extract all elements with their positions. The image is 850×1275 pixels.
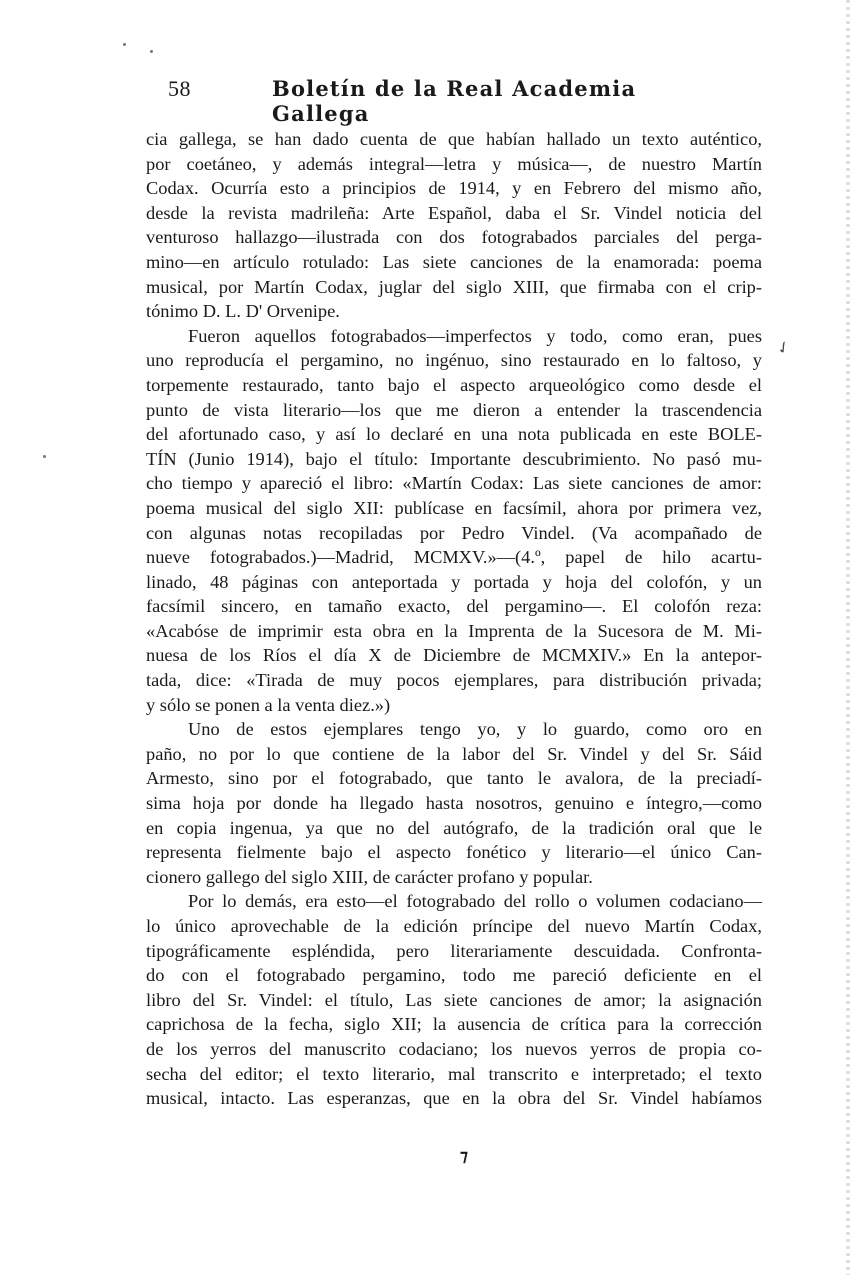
footer-printer-mark: ⁊ xyxy=(460,1148,468,1165)
text-line: torpemente restaurado, tanto bajo el aspecto arqueológico como desde el xyxy=(146,374,762,395)
paragraph xyxy=(146,717,762,889)
page-number: 58 xyxy=(168,76,191,101)
text-line: sima hoja por donde ha llegado hasta nosotros, genuino e íntegro,—como xyxy=(146,793,762,814)
text-line: de los yerros del manuscrito codaciano; los nuevos yerros de propia co- xyxy=(146,1038,762,1059)
text-line: en copia ingenua, ya que no del autógrafo, de la tradición oral que le xyxy=(146,817,762,838)
text-line: cho tiempo y apareció el libro: «Martín Codax: Las siete canciones de amor: xyxy=(146,473,762,494)
text-line: lo único aprovechable de la edición príncipe del nuevo Martín Codax, xyxy=(146,916,762,936)
paragraph xyxy=(146,889,762,1110)
text-line: facsímil sincero, en tamaño exacto, del pergamino—. El colofón reza: xyxy=(146,596,762,617)
text-line: nuesa de los Ríos el día X de Diciembre de MCMXIV.» En la antepor- xyxy=(146,645,762,666)
page-header xyxy=(168,76,638,126)
text-line: Fueron aquellos fotograbados—imperfectos y todo, como eran, pues xyxy=(188,325,762,346)
margin-annotation: ✓ xyxy=(773,337,795,360)
text-line: uno reproducía el pergamino, no ingénuo, sino restaurado en lo faltoso, y xyxy=(146,350,762,371)
text-line: Codax. Ocurría esto a principios de 1914, y en Febrero del mismo año, xyxy=(146,178,762,199)
text-line: paño, no por lo que contiene de la labor del Sr. Vindel y del Sr. Sáid xyxy=(146,743,762,764)
text-line: nueve fotograbados.)—Madrid, MCMXV.»—(4.º, papel de hilo acartu- xyxy=(146,547,762,568)
text-line: punto de vista literario—los que me dieron a entender la trascendencia xyxy=(146,399,762,420)
page-edge-shadow xyxy=(846,0,850,1275)
paragraph xyxy=(146,324,762,718)
text-line: poema musical del siglo XII: publícase en facsímil, ahora por primera vez, xyxy=(146,497,762,518)
text-line: tipográficamente espléndida, pero literariamente descuidada. Confronta- xyxy=(146,940,762,961)
scan-speck xyxy=(123,43,126,46)
text-line: musical, por Martín Codax, juglar del siglo XIII, que firmaba con el crip- xyxy=(146,276,762,297)
text-line: libro del Sr. Vindel: el título, Las siete canciones de amor; la asignación xyxy=(146,989,762,1010)
text-line: tada, dice: «Tirada de muy pocos ejemplares, para distribución privada; xyxy=(146,670,762,691)
text-line: TÍN (Junio 1914), bajo el título: Importante descubrimiento. No pasó mu- xyxy=(146,448,762,469)
text-line: mino—en artículo rotulado: Las siete canciones de la enamorada: poema xyxy=(146,251,762,272)
scan-speck xyxy=(43,455,46,458)
text-line: venturoso hallazgo—ilustrada con dos fotograbados parciales del perga- xyxy=(146,227,762,248)
text-line: musical, intacto. Las esperanzas, que en la obra del Sr. Vindel habíamos xyxy=(146,1088,762,1109)
body-text xyxy=(146,127,762,1111)
text-line: con algunas notas recopiladas por Pedro Vindel. (Va acompañado de xyxy=(146,522,762,543)
text-line: linado, 48 páginas con anteportada y portada y hoja del colofón, y un xyxy=(146,571,762,592)
text-line: tónimo D. L. D' Orvenipe. xyxy=(146,301,340,322)
text-line: cionero gallego del siglo XIII, de carácter profano y popular. xyxy=(146,866,593,887)
text-line: do con el fotograbado pergamino, todo me pareció deficiente en el xyxy=(146,965,762,986)
text-line: cia gallega, se han dado cuenta de que habían hallado un texto auténtico, xyxy=(146,129,762,149)
text-line: caprichosa de la fecha, siglo XII; la ausencia de crítica para la corrección xyxy=(146,1014,762,1035)
text-line: del afortunado caso, y así lo declaré en una nota publicada en este BOLE- xyxy=(146,424,762,445)
text-line: secha del editor; el texto literario, mal transcrito e interpretado; el texto xyxy=(146,1063,762,1084)
paragraph xyxy=(146,127,762,324)
text-line: Por lo demás, era esto—el fotograbado del rollo o volumen codaciano— xyxy=(188,891,762,912)
text-line: Armesto, sino por el fotograbado, que tanto le avalora, de la preciadí- xyxy=(146,768,762,789)
running-title: Boletín de la Real Academia Gallega xyxy=(272,76,637,126)
text-line: Uno de estos ejemplares tengo yo, y lo guardo, como oro en xyxy=(188,719,762,740)
text-line: desde la revista madrileña: Arte Español, daba el Sr. Vindel noticia del xyxy=(146,202,762,223)
text-line: representa fielmente bajo el aspecto fonético y literario—el único Can- xyxy=(146,842,762,863)
text-line: y sólo se ponen a la venta diez.») xyxy=(146,694,391,715)
text-line: «Acabóse de imprimir esta obra en la Imprenta de la Sucesora de M. Mi- xyxy=(146,620,762,641)
scan-speck xyxy=(150,50,153,53)
text-line: por coetáneo, y además integral—letra y música—, de nuestro Martín xyxy=(146,153,762,174)
